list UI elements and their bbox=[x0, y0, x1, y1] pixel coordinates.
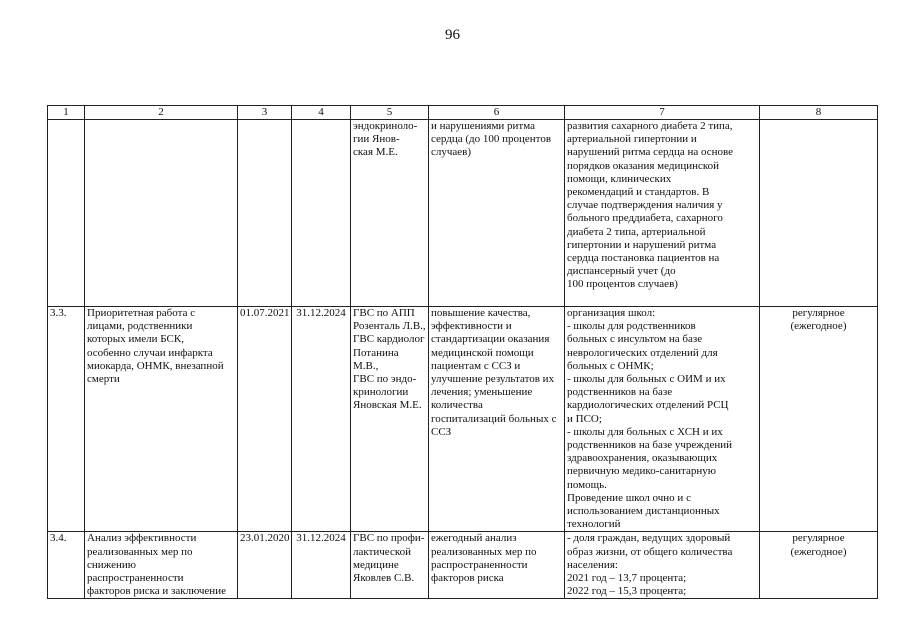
end-date: 31.12.2024 bbox=[292, 307, 351, 532]
responsible: ГВС по АПП Розенталь Л.В., ГВС кардиолог Потанина М.В., ГВС по эндо- кринологии Яновская М.Е. bbox=[351, 307, 429, 532]
expected-result: ежегодный анализ реализованных мер по распространенности факторов риска bbox=[429, 532, 565, 599]
indicators: - доля граждан, ведущих здоровый образ жизни, от общего количества населения: 2021 год – 13,7 процента; 2022 год – 15,3 процента; bbox=[565, 532, 760, 599]
header-col-8: 8 bbox=[760, 106, 878, 120]
responsible: ГВС по профи- лактической медицине Яковлев С.В. bbox=[351, 532, 429, 599]
item-number bbox=[48, 120, 85, 307]
header-col-4: 4 bbox=[292, 106, 351, 120]
page-number: 96 bbox=[445, 27, 460, 43]
activity-name: Приоритетная работа с лицами, родственники которых имели БСК, особенно случаи инфаркта миокарда, ОНМК, внезапной смерти bbox=[85, 307, 238, 532]
frequency bbox=[760, 120, 878, 307]
start-date: 01.07.2021 bbox=[238, 307, 292, 532]
item-number: 3.3. bbox=[48, 307, 85, 532]
activity-name: Анализ эффективности реализованных мер по снижению распространенности факторов риска и заключение bbox=[85, 532, 238, 599]
header-col-7: 7 bbox=[565, 106, 760, 120]
activity-name bbox=[85, 120, 238, 307]
header-col-2: 2 bbox=[85, 106, 238, 120]
header-col-3: 3 bbox=[238, 106, 292, 120]
start-date bbox=[238, 120, 292, 307]
item-number: 3.4. bbox=[48, 532, 85, 599]
table-row bbox=[48, 120, 878, 307]
indicators: развития сахарного диабета 2 типа, артериальной гипертонии и нарушений ритма сердца на основе порядков оказания медицинской помощи, клинических рекомендаций и стандартов. В случае подтверждения наличия у больного преддиабета, сахарного диабета 2 типа, артериальной гипертонии и нарушений ритма сердца постановка пациентов на диспансерный учет (до 100 процентов случаев) bbox=[565, 120, 760, 307]
expected-result: повышение качества, эффективности и стандартизации оказания медицинской помощи пациентам с ССЗ и улучшение результатов их лечения; уменьшение количества госпитализаций больных с ССЗ bbox=[429, 307, 565, 532]
header-col-5: 5 bbox=[351, 106, 429, 120]
expected-result: и нарушениями ритма сердца (до 100 процентов случаев) bbox=[429, 120, 565, 307]
table-row bbox=[48, 532, 878, 599]
end-date: 31.12.2024 bbox=[292, 532, 351, 599]
end-date bbox=[292, 120, 351, 307]
responsible: эндокриноло- гии Янов- ская М.Е. bbox=[351, 120, 429, 307]
header-row bbox=[48, 106, 878, 120]
table-row bbox=[48, 307, 878, 532]
header-col-1: 1 bbox=[48, 106, 85, 120]
header-col-6: 6 bbox=[429, 106, 565, 120]
frequency: регулярное (ежегодное) bbox=[760, 307, 878, 532]
indicators: организация школ: - школы для родственников больных с инсультом на базе неврологических отделений для больных с ОНМК; - школы для больных с ОИМ и их родственников на базе кардиологических отделений РСЦ и ПСО; - школы для больных с ХСН и их родственников на базе учреждений здравоохранения, оказывающих первичную медико-санитарную помощь. Проведение школ очно и с использованием дистанционных технологий bbox=[565, 307, 760, 532]
frequency: регулярное (ежегодное) bbox=[760, 532, 878, 599]
activities-table bbox=[47, 105, 878, 599]
start-date: 23.01.2020 bbox=[238, 532, 292, 599]
